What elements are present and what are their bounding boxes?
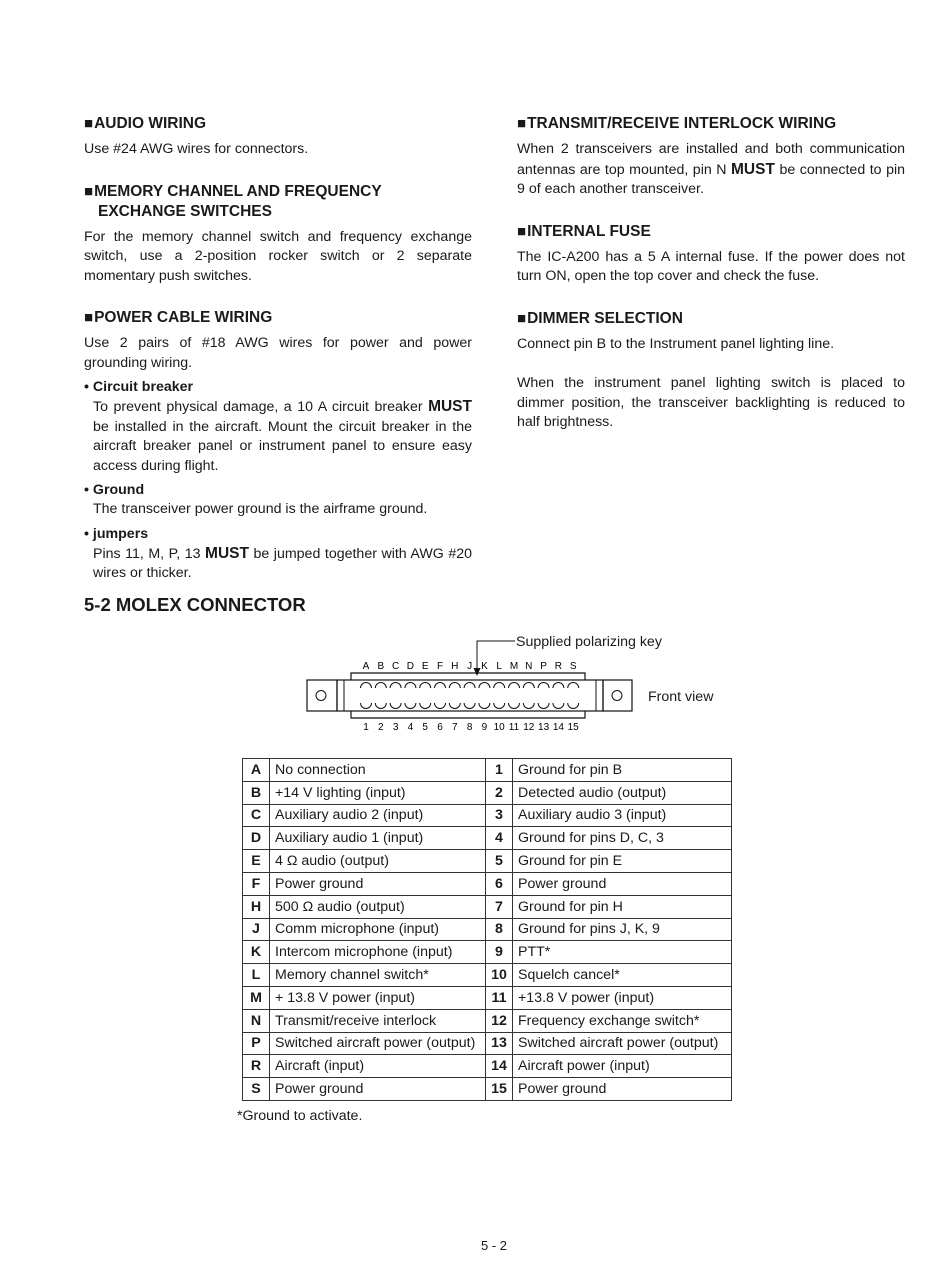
right-pin-cell: 12 <box>486 1009 513 1032</box>
top-pin-socket <box>375 683 386 689</box>
right-desc-cell: Squelch cancel* <box>513 964 732 987</box>
interlock-section <box>517 114 905 200</box>
fuse-text: The IC-A200 has a 5 A internal fuse. If the power does not turn ON, open the top cover and check the fuse. <box>517 248 905 284</box>
bottom-pin-label: 9 <box>481 722 488 733</box>
right-desc-cell: Detected audio (output) <box>513 781 732 804</box>
left-desc-cell: 4 Ω audio (output) <box>270 850 486 873</box>
molex-connector-diagram <box>300 632 720 737</box>
front-view-label: Front view <box>648 689 714 705</box>
jumpers-text: Pins 11, M, P, 13 MUST be jumped together with AWG #20 wires or thicker. <box>93 544 473 581</box>
jumpers-title: • jumpers <box>84 525 149 542</box>
footnote: *Ground to activate. <box>237 1108 363 1124</box>
left-desc-cell: Auxiliary audio 2 (input) <box>270 804 486 827</box>
right-pin-cell: 1 <box>486 759 513 782</box>
left-desc-cell: Intercom microphone (input) <box>270 941 486 964</box>
table-row <box>243 1055 732 1078</box>
right-mounting-ear <box>603 680 632 711</box>
left-pin-cell: P <box>243 1032 270 1055</box>
top-pin-label: A <box>362 661 370 672</box>
ground-title: • Ground <box>84 482 145 498</box>
bottom-pin-label: 3 <box>392 722 399 733</box>
bottom-pin-label: 10 <box>493 722 505 733</box>
ground-text: The transceiver power ground is the airframe ground. <box>93 501 428 517</box>
left-pin-cell: K <box>243 941 270 964</box>
bottom-pin-socket <box>405 703 416 709</box>
top-pin-socket <box>390 683 401 689</box>
bottom-pin-socket <box>464 703 475 709</box>
right-pin-cell: 13 <box>486 1032 513 1055</box>
bottom-pin-label: 4 <box>407 722 414 733</box>
top-pin-label: J <box>467 661 473 672</box>
table-row <box>243 1009 732 1032</box>
molex-connector-title: 5-2 MOLEX CONNECTOR <box>84 594 306 615</box>
left-desc-cell: Power ground <box>270 872 486 895</box>
right-desc-cell: Ground for pin B <box>513 759 732 782</box>
left-desc-cell: Transmit/receive interlock <box>270 1009 486 1032</box>
right-pin-cell: 5 <box>486 850 513 873</box>
top-pin-socket <box>479 683 490 689</box>
bottom-pin-socket <box>390 703 401 709</box>
top-pin-label: B <box>377 661 385 672</box>
bottom-pin-socket <box>361 703 372 709</box>
bottom-pin-label: 14 <box>552 722 564 733</box>
top-pin-label: F <box>436 661 444 672</box>
table-row <box>243 827 732 850</box>
table-row <box>243 964 732 987</box>
left-desc-cell: No connection <box>270 759 486 782</box>
bottom-pin-label: 6 <box>437 722 443 733</box>
left-desc-cell: Memory channel switch* <box>270 964 486 987</box>
left-desc-cell: Power ground <box>270 1078 486 1101</box>
square-bullet-icon: ■ <box>84 309 94 326</box>
right-pin-cell: 11 <box>486 986 513 1009</box>
left-pin-cell: R <box>243 1055 270 1078</box>
fuse-section <box>517 222 905 287</box>
top-pin-label: S <box>569 661 577 672</box>
audio-wiring-text: Use #24 AWG wires for connectors. <box>84 141 309 157</box>
table-row <box>243 872 732 895</box>
dimmer-heading: ■DIMMER SELECTION <box>517 309 683 327</box>
left-column <box>84 114 472 606</box>
key-arrow-icon <box>474 668 481 676</box>
left-desc-cell: Aircraft (input) <box>270 1055 486 1078</box>
top-pin-socket <box>420 683 431 689</box>
top-pin-socket <box>405 683 416 689</box>
table-row <box>243 986 732 1009</box>
bottom-pin-socket <box>449 703 460 709</box>
dimmer-section <box>517 309 905 433</box>
right-desc-cell: Auxiliary audio 3 (input) <box>513 804 732 827</box>
circuit-breaker-item <box>84 378 472 476</box>
bottom-pin-socket <box>375 703 386 709</box>
power-cable-text: Use 2 pairs of #18 AWG wires for power and power grounding wiring. <box>84 335 472 371</box>
right-pin-cell: 6 <box>486 872 513 895</box>
bottom-pin-label: 15 <box>567 722 579 733</box>
left-desc-cell: Auxiliary audio 1 (input) <box>270 827 486 850</box>
right-desc-cell: Ground for pin E <box>513 850 732 873</box>
square-bullet-icon: ■ <box>84 115 94 132</box>
bottom-pin-label: 7 <box>452 722 458 733</box>
right-desc-cell: Aircraft power (input) <box>513 1055 732 1078</box>
right-pin-cell: 4 <box>486 827 513 850</box>
left-desc-cell: +14 V lighting (input) <box>270 781 486 804</box>
top-pin-socket <box>361 683 372 689</box>
left-pin-cell: L <box>243 964 270 987</box>
top-pin-label: M <box>509 661 519 672</box>
table-row <box>243 804 732 827</box>
left-pin-cell: C <box>243 804 270 827</box>
right-desc-cell: Ground for pins J, K, 9 <box>513 918 732 941</box>
left-pin-cell: D <box>243 827 270 850</box>
audio-wiring-section <box>84 114 472 160</box>
top-pin-socket <box>568 683 579 689</box>
left-mount-hole-icon <box>316 691 326 701</box>
table-row <box>243 895 732 918</box>
bottom-pin-label: 8 <box>466 722 473 733</box>
bottom-pin-socket <box>494 703 505 709</box>
dimmer-text-2: When the instrument panel lighting switch is placed to dimmer position, the transceiver backlighting is reduced to half brightness. <box>517 375 905 430</box>
square-bullet-icon: ■ <box>517 115 527 132</box>
right-pin-cell: 10 <box>486 964 513 987</box>
bottom-pin-label: 13 <box>538 722 550 733</box>
right-pin-cell: 9 <box>486 941 513 964</box>
left-pin-cell: N <box>243 1009 270 1032</box>
pin-sockets <box>361 683 579 709</box>
bottom-pin-label: 5 <box>422 722 428 733</box>
table-row <box>243 918 732 941</box>
memory-switches-section <box>84 182 472 287</box>
bottom-pin-socket <box>420 703 431 709</box>
memory-switches-heading: ■MEMORY CHANNEL AND FREQUENCY EXCHANGE SWITCHES <box>84 182 382 220</box>
bottom-pin-labels <box>363 722 579 733</box>
left-pin-cell: S <box>243 1078 270 1101</box>
table-row <box>243 1032 732 1055</box>
bottom-pin-socket <box>538 703 549 709</box>
top-pin-label: L <box>496 661 502 672</box>
left-pin-cell: B <box>243 781 270 804</box>
pin-assignment-table <box>242 758 732 1101</box>
left-pin-cell: A <box>243 759 270 782</box>
top-pin-label: C <box>391 661 400 672</box>
top-pin-label: N <box>525 661 533 672</box>
circuit-breaker-title: • Circuit breaker <box>84 379 194 395</box>
right-pin-cell: 2 <box>486 781 513 804</box>
top-pin-socket <box>435 683 446 689</box>
page-number: 5 - 2 <box>480 1238 507 1253</box>
bottom-pin-socket <box>568 703 579 709</box>
bottom-pin-label: 12 <box>523 722 535 733</box>
right-pin-cell: 7 <box>486 895 513 918</box>
left-pin-cell: F <box>243 872 270 895</box>
top-pin-socket <box>538 683 549 689</box>
table-row <box>243 781 732 804</box>
right-column <box>517 114 905 455</box>
power-cable-section <box>84 308 472 584</box>
square-bullet-icon: ■ <box>517 309 527 327</box>
square-bullet-icon: ■ <box>517 222 527 240</box>
table-row <box>243 1078 732 1101</box>
memory-switches-text: For the memory channel switch and frequency exchange switch, use a 2-position rocker switch or 2 separate momentary push switches. <box>84 228 472 284</box>
square-bullet-icon: ■ <box>84 182 94 200</box>
top-pin-label: R <box>554 661 563 672</box>
left-pin-cell: H <box>243 895 270 918</box>
power-cable-heading: ■POWER CABLE WIRING <box>84 309 273 326</box>
bottom-pin-socket <box>509 703 520 709</box>
top-pin-socket <box>553 683 564 689</box>
top-pin-socket <box>449 683 460 689</box>
right-desc-cell: Ground for pins D, C, 3 <box>513 827 732 850</box>
bottom-pin-socket <box>435 703 446 709</box>
bottom-pin-label: 1 <box>363 722 369 733</box>
right-desc-cell: Switched aircraft power (output) <box>513 1032 732 1055</box>
top-pin-socket <box>509 683 520 689</box>
left-mounting-ear <box>307 680 337 711</box>
right-pin-cell: 3 <box>486 804 513 827</box>
polarizing-key-label: Supplied polarizing key <box>516 634 662 650</box>
table-row <box>243 941 732 964</box>
bottom-pin-label: 11 <box>508 722 520 733</box>
top-pin-label: K <box>481 661 488 672</box>
bottom-pin-socket <box>479 703 490 709</box>
left-pin-cell: M <box>243 986 270 1009</box>
top-pin-socket <box>464 683 475 689</box>
circuit-breaker-text: To prevent physical damage, a 10 A circuit breaker MUST be installed in the aircraft. Mount the circuit breaker in the aircraft breaker panel or instrument panel to ensure easy access during flight. <box>93 398 472 474</box>
dimmer-text-1: Connect pin B to the Instrument panel lighting line. <box>517 335 835 352</box>
audio-wiring-heading: ■AUDIO WIRING <box>84 115 206 132</box>
right-desc-cell: +13.8 V power (input) <box>513 986 732 1009</box>
right-desc-cell: Power ground <box>513 872 732 895</box>
right-pin-cell: 8 <box>486 918 513 941</box>
right-pin-cell: 15 <box>486 1078 513 1101</box>
left-pin-cell: E <box>243 850 270 873</box>
table-row <box>243 759 732 782</box>
bottom-pin-label: 2 <box>378 722 384 733</box>
left-pin-cell: J <box>243 918 270 941</box>
table-row <box>243 850 732 873</box>
right-desc-cell: Ground for pin H <box>513 895 732 918</box>
top-pin-socket <box>494 683 505 689</box>
right-desc-cell: PTT* <box>513 941 732 964</box>
fuse-heading: ■INTERNAL FUSE <box>517 222 651 240</box>
top-pin-label: D <box>406 661 415 672</box>
interlock-heading: ■TRANSMIT/RECEIVE INTERLOCK WIRING <box>517 115 837 132</box>
top-pin-labels <box>363 661 577 672</box>
top-pin-socket <box>523 683 534 689</box>
top-pin-label: H <box>451 661 459 672</box>
top-pin-label: P <box>540 661 547 672</box>
ground-item <box>84 481 472 520</box>
bottom-pin-socket <box>523 703 534 709</box>
left-desc-cell: + 13.8 V power (input) <box>270 986 486 1009</box>
interlock-text: When 2 transceivers are installed and both communication antennas are top mounted, pin N MUST be connected to pin 9 of each another transceiver. <box>517 141 905 197</box>
left-desc-cell: Switched aircraft power (output) <box>270 1032 486 1055</box>
right-desc-cell: Frequency exchange switch* <box>513 1009 732 1032</box>
jumpers-item <box>84 525 472 584</box>
right-pin-cell: 14 <box>486 1055 513 1078</box>
top-pin-label: E <box>421 661 429 672</box>
left-desc-cell: 500 Ω audio (output) <box>270 895 486 918</box>
right-mount-hole-icon <box>612 691 622 701</box>
bottom-pin-socket <box>553 703 564 709</box>
right-desc-cell: Power ground <box>513 1078 732 1101</box>
left-desc-cell: Comm microphone (input) <box>270 918 486 941</box>
